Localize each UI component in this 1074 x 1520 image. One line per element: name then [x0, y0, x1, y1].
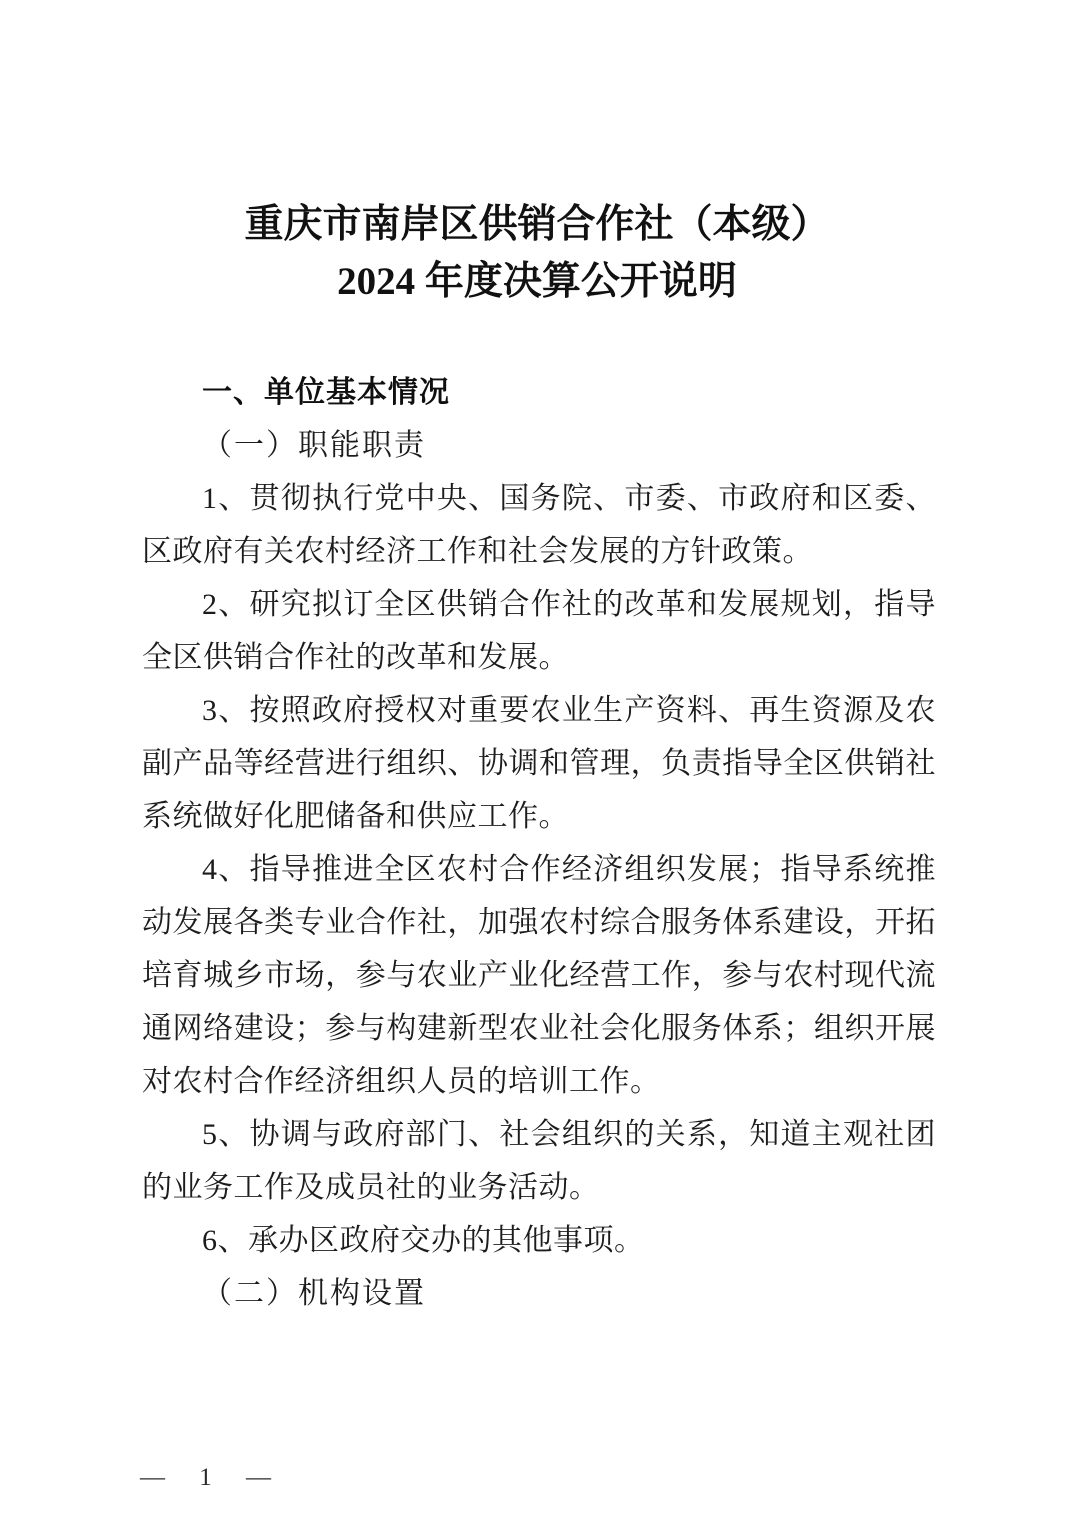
- page-footer: [140, 1464, 280, 1492]
- document-title-line-2: 2024 年度决算公开说明: [337, 260, 737, 303]
- paragraph-duty-4: 4、指导推进全区农村合作经济组织发展；指导系统推动发展各类专业合作社，加强农村综合服务体系建设，开拓培育城乡市场，参与农业产业化经营工作，参与农村现代流通网络建设；参与构建新型农业社会化服务体系；组织开展对农村合作经济组织人员的培训工作。: [142, 853, 936, 1098]
- paragraph-duty-1: 1、贯彻执行党中央、国务院、市委、市政府和区委、区政府有关农村经济工作和社会发展的方针政策。: [142, 482, 936, 568]
- document-title: [0, 0, 1074, 310]
- document-title-line-1: 重庆市南岸区供销合作社（本级）: [244, 203, 830, 246]
- page-number: — 1 —: [140, 1464, 280, 1491]
- subheading-organization-setup: （二）机构设置: [202, 1277, 426, 1310]
- paragraph-duty-3: 3、按照政府授权对重要农业生产资料、再生资源及农副产品等经营进行组织、协调和管理，负责指导全区供销社系统做好化肥储备和供应工作。: [142, 694, 936, 833]
- paragraph-duty-2: 2、研究拟订全区供销合作社的改革和发展规划，指导全区供销合作社的改革和发展。: [142, 588, 936, 674]
- document-body: [142, 366, 936, 1320]
- paragraph-duty-6: 6、承办区政府交办的其他事项。: [202, 1224, 645, 1257]
- heading-unit-basic-info: 一、单位基本情况: [202, 376, 450, 409]
- paragraph-duty-5: 5、协调与政府部门、社会组织的关系，知道主观社团的业务工作及成员社的业务活动。: [142, 1118, 936, 1204]
- subheading-functions-duties: （一）职能职责: [202, 429, 426, 462]
